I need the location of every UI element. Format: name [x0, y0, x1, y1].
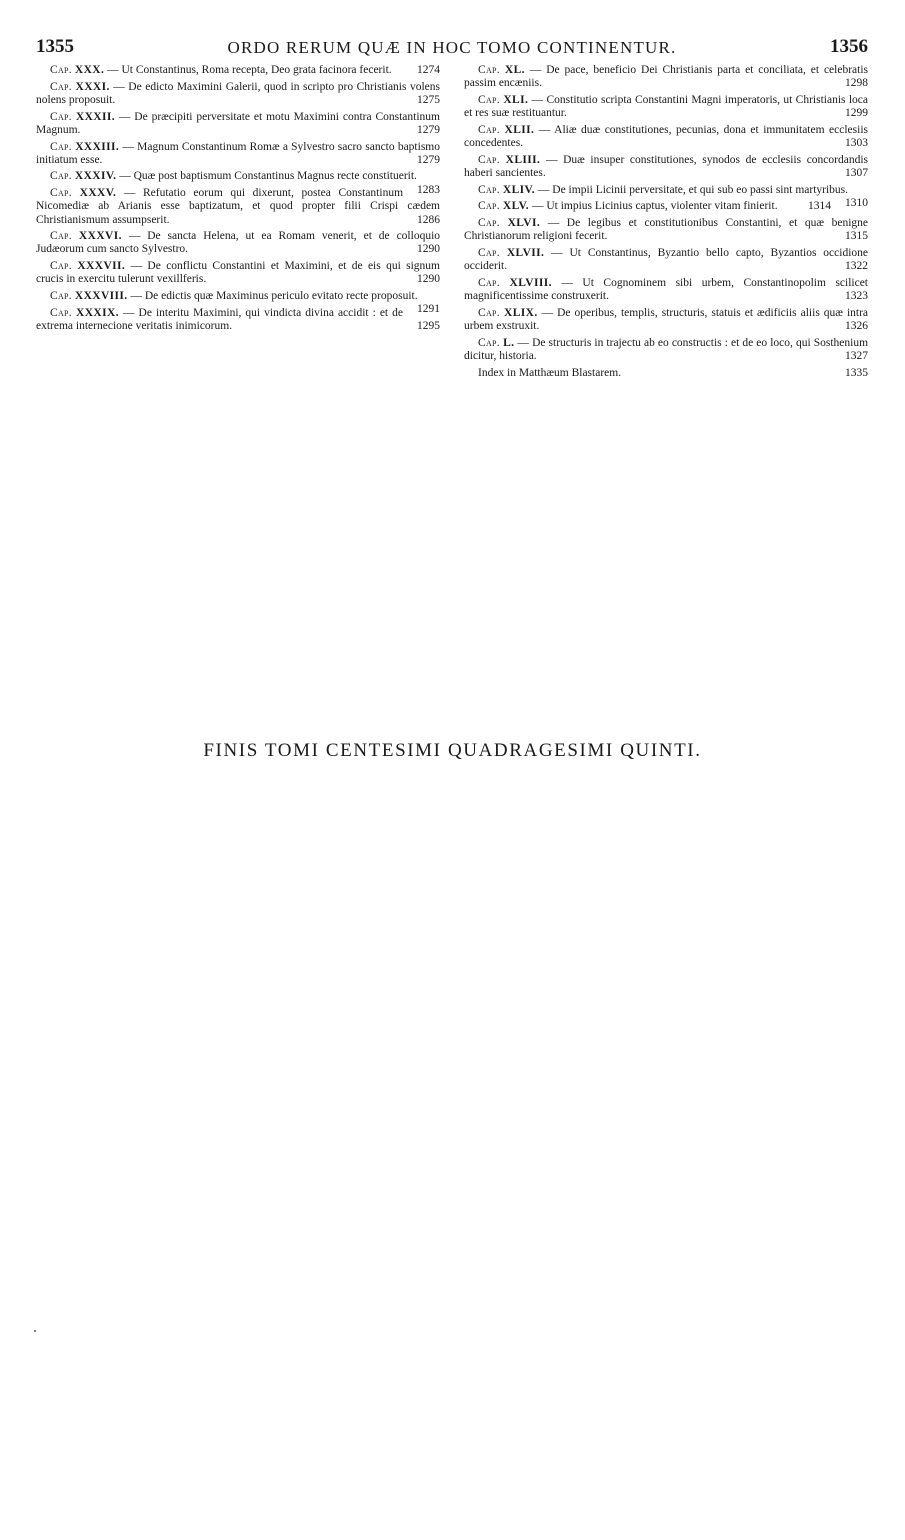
- chapter-abbrev: Cap.: [50, 64, 72, 76]
- chapter-number: XXXI.: [75, 80, 110, 93]
- chapter-title: — De structuris in trajectu ab eo constructis : et de eo loco, qui Sosthenium dicitur, historia.: [464, 336, 869, 362]
- chapter-abbrev: Cap.: [478, 217, 500, 230]
- chapter-number: XLVII.: [506, 246, 545, 259]
- chapter-title: — De edicto Maximini Galerii, quod in scripto pro Christianis volens nolens proposuit.: [36, 80, 441, 106]
- page-reference: 1274: [417, 64, 440, 76]
- chapter-title: — De edictis quæ Maximinus periculo evitato recte proposuit.: [130, 290, 418, 303]
- toc-entry: [464, 217, 868, 243]
- chapter-title: — Aliæ duæ constitutiones, pecunias, dona et immunitatem ecclesiis concedentes.: [464, 123, 868, 150]
- page-reference: 1295: [417, 319, 440, 332]
- page-reference: 1286: [417, 213, 440, 226]
- toc-entry: [36, 187, 440, 227]
- chapter-number: L.: [503, 336, 515, 349]
- chapter-abbrev: Cap.: [50, 187, 72, 200]
- chapter-abbrev: Cap.: [478, 306, 500, 319]
- chapter-title: — Ut Constantinus, Roma recepta, Deo grata facinora fecerit.: [107, 64, 392, 76]
- chapter-title: — De conflictu Constantini et Maximini, et de eis qui signum crucis in exercitu tulerunt vexillferis.: [36, 260, 440, 286]
- chapter-title: — Duæ insuper constitutiones, synodos de ecclesiis concordandis haberi sancientes.: [464, 153, 869, 179]
- chapter-title: — De sancta Helena, ut ea Romam venerit, et de colloquio Judæorum cum sancto Sylvestro.: [36, 230, 441, 256]
- toc-entry: [36, 141, 440, 167]
- page-reference: 1335: [845, 366, 868, 379]
- chapter-title: — Ut impius Licinius captus, violenter vitam finierit.: [531, 200, 778, 213]
- toc-entry: [36, 307, 440, 333]
- chapter-abbrev: Cap.: [50, 110, 72, 123]
- chapter-number: XLIV.: [502, 183, 536, 196]
- chapter-number: XLIII.: [505, 153, 541, 166]
- chapter-number: XXXV.: [79, 187, 117, 200]
- toc-entry: [36, 64, 440, 77]
- toc-entry: [464, 64, 868, 90]
- chapter-number: XLV.: [502, 200, 530, 213]
- toc-entry: [36, 230, 440, 256]
- page-reference: 1283: [417, 183, 440, 196]
- page-reference: 1299: [845, 107, 868, 120]
- chapter-title: — Magnum Constantinum Romæ a Sylvestro sacro sancto baptismo initiatum esse.: [36, 140, 440, 166]
- page-reference: 1322: [845, 260, 868, 273]
- toc-entry: [464, 94, 868, 120]
- chapter-number: XLII.: [504, 123, 535, 136]
- page-reference: 1307: [845, 166, 868, 179]
- page-reference: 1290: [417, 273, 440, 286]
- toc-entry: [464, 307, 868, 333]
- page-number-right: 1356: [830, 36, 868, 57]
- finis-line: FINIS TOMI CENTESIMI QUADRAGESIMI QUINTI.: [203, 740, 702, 761]
- page-reference: 1275: [417, 93, 440, 106]
- chapter-abbrev: Cap.: [478, 246, 500, 259]
- page-reference: 1298: [845, 77, 868, 90]
- chapter-title: — De præcipiti perversitate et motu Maximini contra Constantinum Magnum.: [36, 110, 440, 136]
- chapter-number: XXXIII.: [75, 140, 120, 153]
- page-reference: 1315: [845, 230, 868, 243]
- left-column: [36, 64, 440, 337]
- chapter-abbrev: Cap.: [50, 306, 72, 319]
- chapter-title: — Refutatio eorum qui dixerunt, postea Constantinum Nicomediæ ab Arianis esse baptizatum, et quod propter filii Crispi cædem Christianismum assumpserit.: [36, 187, 440, 226]
- page-reference: 1291: [417, 303, 440, 316]
- chapter-abbrev: Cap.: [50, 290, 72, 303]
- chapter-abbrev: Cap.: [50, 140, 72, 153]
- page-reference: 1314: [808, 200, 831, 213]
- chapter-number: XXXIX.: [76, 306, 119, 319]
- toc-entry: [36, 81, 440, 107]
- chapter-abbrev: Cap.: [50, 230, 72, 243]
- toc-entry: [464, 124, 868, 150]
- chapter-title: — De operibus, templis, structuris, statuis et ædificiis aliis quæ intra urbem exstruxit.: [464, 306, 869, 332]
- chapter-number: XLIX.: [503, 306, 538, 319]
- chapter-abbrev: Cap.: [50, 260, 72, 273]
- chapter-abbrev: Cap.: [50, 80, 72, 93]
- chapter-abbrev: Cap.: [478, 64, 500, 76]
- page-reference: 1326: [845, 319, 868, 332]
- chapter-abbrev: Cap.: [478, 183, 500, 196]
- right-column: [464, 64, 868, 380]
- toc-entry: [464, 277, 868, 303]
- page-reference: 1279: [417, 153, 440, 166]
- page-reference: 1327: [845, 349, 868, 362]
- chapter-number: XXXVII.: [77, 260, 126, 273]
- page-reference: 1323: [845, 290, 868, 303]
- page-header: [36, 36, 868, 60]
- chapter-number: XL.: [504, 64, 525, 76]
- chapter-number: XLVIII.: [509, 276, 552, 289]
- toc-entry: [464, 200, 868, 213]
- page-reference: 1310: [845, 196, 868, 209]
- page-reference: 1290: [417, 243, 440, 256]
- chapter-abbrev: Cap.: [478, 93, 500, 106]
- chapter-number: XXXVI.: [78, 230, 122, 243]
- chapter-number: XLVI.: [507, 217, 541, 230]
- toc-entry: [36, 111, 440, 137]
- chapter-number: XXXIV.: [74, 170, 117, 183]
- running-title: ORDO RERUM QUÆ IN HOC TOMO CONTINENTUR.: [227, 38, 677, 57]
- chapter-title: — De interitu Maximini, qui vindicta divina accidit : et de extrema internecione veritatis inimicorum.: [36, 306, 403, 332]
- chapter-title: — De pace, beneficio Dei Christianis parta et conciliata, et celebratis passim encæniis.: [464, 64, 869, 90]
- chapter-title: — De legibus et constitutionibus Constantini, et quæ benigne Christianorum religioni fecerit.: [464, 217, 869, 243]
- speck-mark: [34, 1330, 36, 1332]
- chapter-number: XXX.: [74, 64, 105, 76]
- chapter-abbrev: Cap.: [50, 170, 72, 183]
- chapter-title: — Constitutio scripta Constantini Magni imperatoris, ut Christianis loca et res suæ restituantur.: [464, 93, 869, 120]
- toc-entry: [464, 154, 868, 180]
- page-reference: 1279: [417, 123, 440, 136]
- page-number-left: 1355: [36, 36, 74, 57]
- chapter-abbrev: Cap.: [478, 276, 500, 289]
- toc-entry: [36, 260, 440, 286]
- chapter-title: — De impii Licinii perversitate, et qui sub eo passi sint martyribus.: [537, 183, 849, 196]
- page-reference: 1303: [845, 137, 868, 150]
- chapter-abbrev: Cap.: [478, 200, 500, 213]
- chapter-number: XXXII.: [75, 110, 116, 123]
- chapter-number: XXXVIII.: [74, 290, 128, 303]
- chapter-title: — Ut Constantinus, Byzantio bello capto, Byzantios occidione occiderit.: [464, 246, 869, 273]
- chapter-abbrev: Cap.: [478, 123, 500, 136]
- index-entry: [464, 367, 868, 380]
- chapter-title: — Quæ post baptismum Constantinus Magnus recte constituerit.: [119, 170, 417, 183]
- chapter-abbrev: Cap.: [478, 153, 500, 166]
- toc-entry: [464, 337, 868, 363]
- index-title: Index in Matthæum Blastarem.: [478, 366, 622, 379]
- chapter-number: XLI.: [503, 93, 529, 106]
- chapter-title: — Ut Cognominem sibi urbem, Constantinopolim scilicet magnificentissime construxerit.: [464, 276, 869, 303]
- toc-entry: [464, 247, 868, 273]
- chapter-abbrev: Cap.: [478, 336, 500, 349]
